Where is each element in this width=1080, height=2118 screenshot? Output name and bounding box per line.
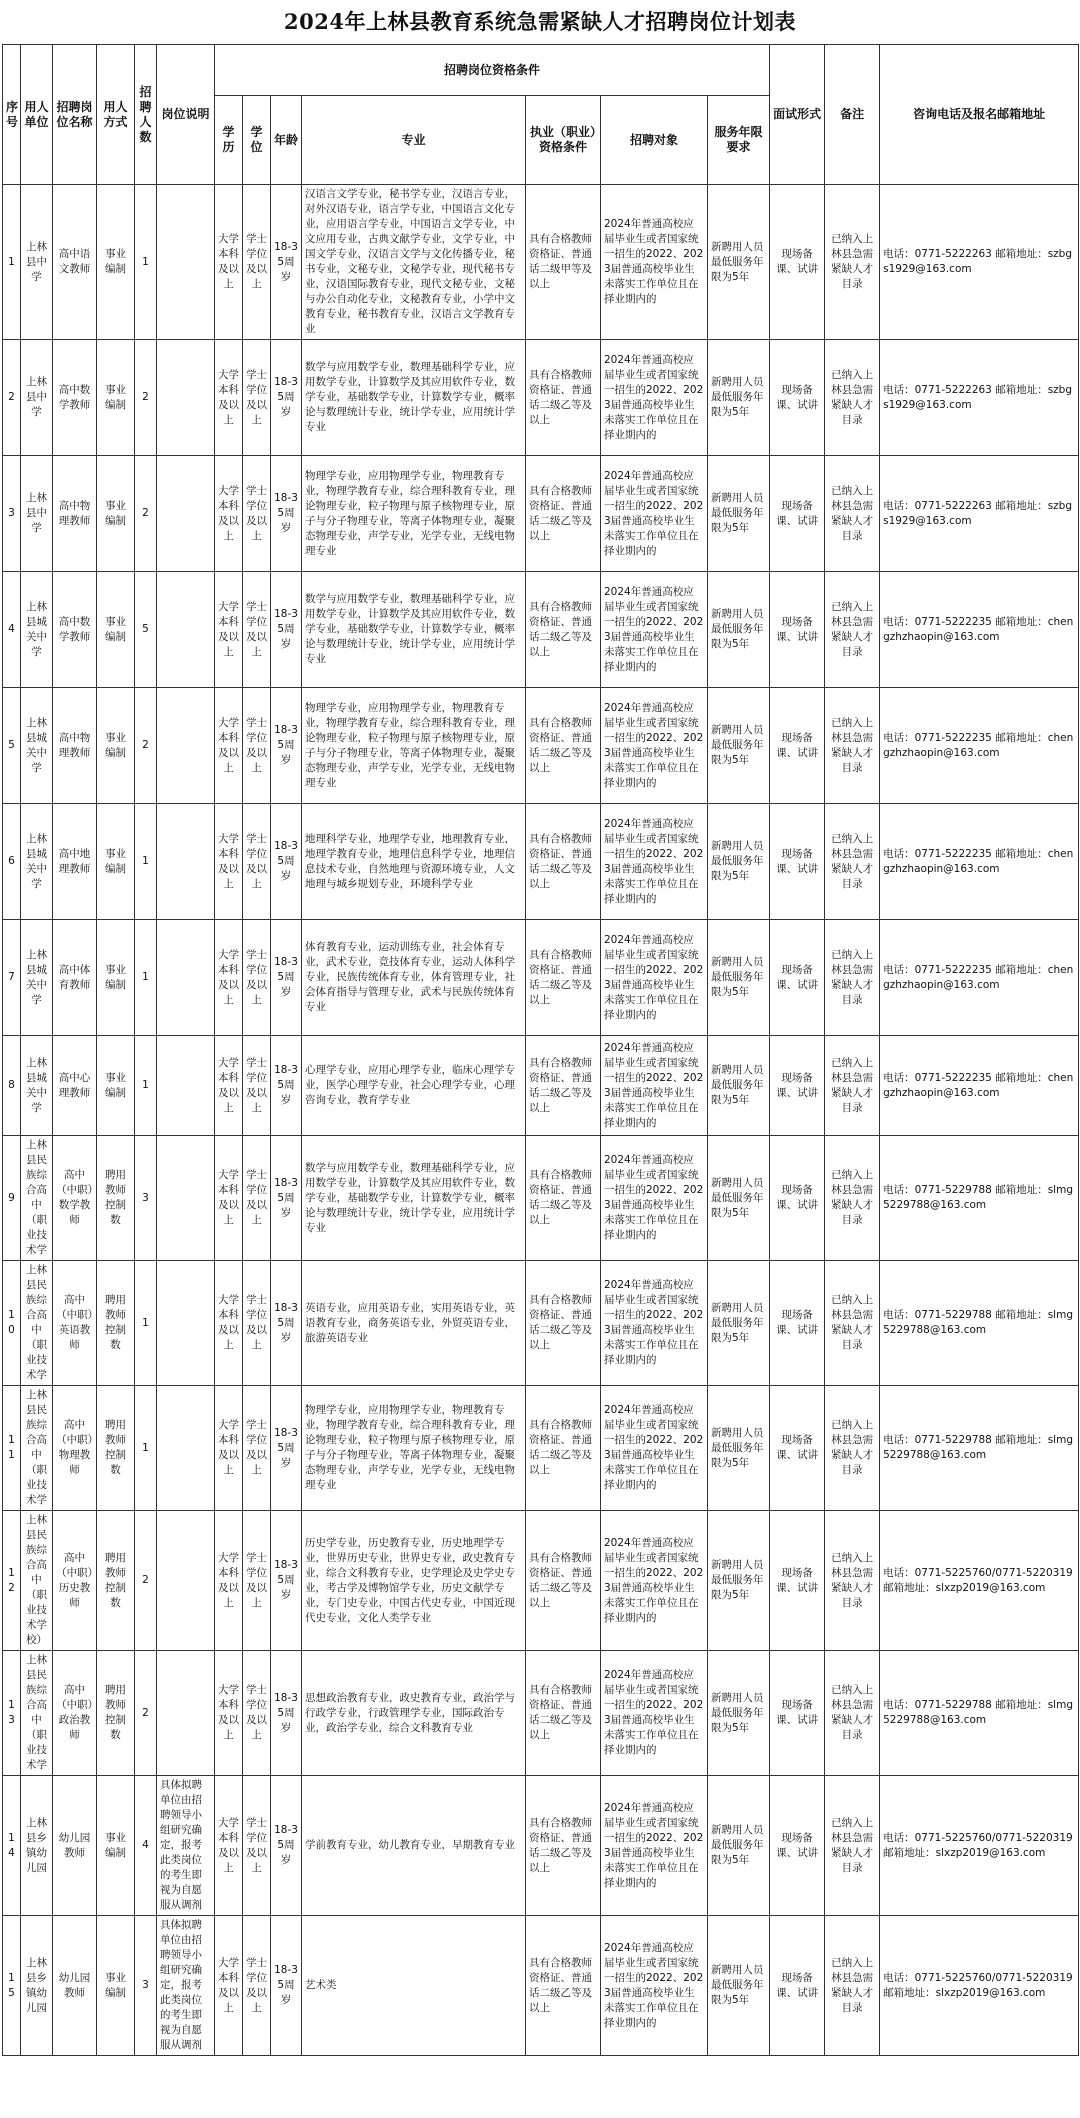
- cell-position: 幼儿园教师: [53, 1916, 97, 2056]
- cell-interview: 现场备课、试讲: [770, 1036, 825, 1136]
- cell-position: 高中物理教师: [53, 688, 97, 804]
- cell-unit: 上林县城关中学: [21, 804, 53, 920]
- cell-contact: 电话：0771-5222263 邮箱地址：szbgs1929@163.com: [880, 185, 1079, 340]
- cell-desc: [157, 1511, 215, 1651]
- header-education: 学历: [215, 96, 243, 185]
- cell-method: 事业编制: [97, 688, 135, 804]
- cell-position: 高中数学教师: [53, 340, 97, 456]
- cell-major: 数学与应用数学专业，数理基础科学专业，应用数学专业，计算数学及其应用软件专业，数学专业，基础数学专业，计算数学专业，概率论与数理统计专业，统计学专业，应用统计学专业: [302, 1136, 526, 1261]
- table-row: [3, 1511, 1079, 1651]
- cell-position: 高中（中职）物理教师: [53, 1386, 97, 1511]
- table-row: [3, 1036, 1079, 1136]
- cell-major: 艺术类: [302, 1916, 526, 2056]
- cell-age: 18-35周岁: [271, 1136, 302, 1261]
- cell-method: 聘用教师控制数: [97, 1136, 135, 1261]
- cell-degree: 学士学位及以上: [243, 1261, 271, 1386]
- cell-target: 2024年普通高校应届毕业生或者国家统一招生的2022、2023届普通高校毕业生未落实工作单位且在择业期内的: [601, 1261, 708, 1386]
- cell-desc: [157, 1036, 215, 1136]
- cell-method: 事业编制: [97, 185, 135, 340]
- cell-degree: 学士学位及以上: [243, 340, 271, 456]
- cell-method: 聘用教师控制数: [97, 1386, 135, 1511]
- cell-service: 新聘用人员最低服务年限为5年: [708, 340, 770, 456]
- cell-target: 2024年普通高校应届毕业生或者国家统一招生的2022、2023届普通高校毕业生未落实工作单位且在择业期内的: [601, 1511, 708, 1651]
- cell-position: 高中（中职）政治教师: [53, 1651, 97, 1776]
- cell-desc: 具体拟聘单位由招聘领导小组研究确定，报考此类岗位的考生即视为自愿服从调剂: [157, 1916, 215, 2056]
- cell-major: 地理科学专业，地理学专业，地理教育专业，地理学教育专业，地理信息科学专业，地理信息技术专业，自然地理与资源环境专业，人文地理与城乡规划专业，环境科学专业: [302, 804, 526, 920]
- cell-contact: 电话：0771-5225760/0771-5220319 邮箱地址：slxzp2019@163.com: [880, 1511, 1079, 1651]
- header-contact: 咨询电话及报名邮箱地址: [880, 45, 1079, 185]
- header-age: 年龄: [271, 96, 302, 185]
- cell-major: 历史学专业，历史教育专业，历史地理学专业，世界历史专业，世界史专业，政史教育专业，综合文科教育专业，史学理论及史学史专业，考古学及博物馆学专业，历史文献学专业，专门史专业，中国古代史专业，中国近现代史专业，文化人类学专业: [302, 1511, 526, 1651]
- cell-seq: 2: [3, 340, 21, 456]
- table-row: [3, 1261, 1079, 1386]
- cell-unit: 上林县城关中学: [21, 688, 53, 804]
- cell-unit: 上林县城关中学: [21, 1036, 53, 1136]
- cell-target: 2024年普通高校应届毕业生或者国家统一招生的2022、2023届普通高校毕业生未落实工作单位且在择业期内的: [601, 1916, 708, 2056]
- cell-service: 新聘用人员最低服务年限为5年: [708, 185, 770, 340]
- cell-contact: 电话：0771-5222235 邮箱地址：chengzhzhaopin@163.com: [880, 688, 1079, 804]
- cell-unit: 上林县乡镇幼儿园: [21, 1776, 53, 1916]
- cell-education: 大学本科及以上: [215, 1261, 243, 1386]
- header-count: 招聘人数: [135, 45, 157, 185]
- cell-service: 新聘用人员最低服务年限为5年: [708, 1036, 770, 1136]
- header-desc: 岗位说明: [157, 45, 215, 185]
- table-row: [3, 456, 1079, 572]
- cell-license: 具有合格教师资格证、普通话二级乙等及以上: [526, 1776, 601, 1916]
- cell-interview: 现场备课、试讲: [770, 804, 825, 920]
- cell-desc: [157, 1261, 215, 1386]
- cell-seq: 5: [3, 688, 21, 804]
- cell-interview: 现场备课、试讲: [770, 1776, 825, 1916]
- cell-method: 事业编制: [97, 920, 135, 1036]
- header-unit: 用人单位: [21, 45, 53, 185]
- cell-target: 2024年普通高校应届毕业生或者国家统一招生的2022、2023届普通高校毕业生未落实工作单位且在择业期内的: [601, 456, 708, 572]
- cell-remark: 已纳入上林县急需紧缺人才目录: [825, 1136, 880, 1261]
- cell-target: 2024年普通高校应届毕业生或者国家统一招生的2022、2023届普通高校毕业生未落实工作单位且在择业期内的: [601, 1651, 708, 1776]
- cell-desc: [157, 1386, 215, 1511]
- table-row: [3, 1386, 1079, 1511]
- cell-major: 物理学专业，应用物理学专业，物理教育专业，物理学教育专业，综合理科教育专业，理论物理专业，粒子物理与原子核物理专业，原子与分子物理专业，等离子体物理专业，凝聚态物理专业，声学专业，光学专业，无线电物理专业: [302, 688, 526, 804]
- cell-method: 聘用教师控制数: [97, 1511, 135, 1651]
- cell-count: 2: [135, 340, 157, 456]
- cell-remark: 已纳入上林县急需紧缺人才目录: [825, 185, 880, 340]
- cell-degree: 学士学位及以上: [243, 1776, 271, 1916]
- cell-count: 4: [135, 1776, 157, 1916]
- cell-contact: 电话：0771-5222263 邮箱地址：szbgs1929@163.com: [880, 456, 1079, 572]
- recruitment-table: [2, 44, 1079, 2056]
- cell-license: 具有合格教师资格证、普通话二级乙等及以上: [526, 920, 601, 1036]
- cell-education: 大学本科及以上: [215, 340, 243, 456]
- cell-degree: 学士学位及以上: [243, 572, 271, 688]
- cell-contact: 电话：0771-5229788 邮箱地址：slmg5229788@163.com: [880, 1136, 1079, 1261]
- cell-position: 高中地理教师: [53, 804, 97, 920]
- cell-remark: 已纳入上林县急需紧缺人才目录: [825, 1511, 880, 1651]
- table-row: [3, 688, 1079, 804]
- cell-unit: 上林县中学: [21, 340, 53, 456]
- cell-contact: 电话：0771-5225760/0771-5220319 邮箱地址：slxzp2019@163.com: [880, 1776, 1079, 1916]
- cell-education: 大学本科及以上: [215, 1036, 243, 1136]
- cell-unit: 上林县中学: [21, 456, 53, 572]
- cell-desc: [157, 1136, 215, 1261]
- header-license: 执业（职业）资格条件: [526, 96, 601, 185]
- cell-count: 2: [135, 456, 157, 572]
- cell-desc: [157, 1651, 215, 1776]
- cell-desc: 具体拟聘单位由招聘领导小组研究确定，报考此类岗位的考生即视为自愿服从调剂: [157, 1776, 215, 1916]
- cell-seq: 4: [3, 572, 21, 688]
- cell-unit: 上林县民族综合高中（职业技术学: [21, 1136, 53, 1261]
- cell-age: 18-35周岁: [271, 1386, 302, 1511]
- cell-position: 高中心理教师: [53, 1036, 97, 1136]
- cell-education: 大学本科及以上: [215, 1511, 243, 1651]
- table-row: [3, 1651, 1079, 1776]
- cell-target: 2024年普通高校应届毕业生或者国家统一招生的2022、2023届普通高校毕业生未落实工作单位且在择业期内的: [601, 1136, 708, 1261]
- cell-major: 汉语言文学专业，秘书学专业，汉语言专业，对外汉语专业，语言学专业，中国语言文化专业，应用语言学专业，中国语言文学专业，中文应用专业，古典文献学专业，文学专业，中国文学专业，汉语言文学与文化传播专业，秘书专业，文秘专业，文秘学专业，现代秘书专业，汉语国际教育专业，现代文秘专业，文秘与办公自动化专业，文秘教育专业，小学中文教育专业，秘书教育专业，汉语言文学教育专业: [302, 185, 526, 340]
- cell-service: 新聘用人员最低服务年限为5年: [708, 1651, 770, 1776]
- cell-seq: 15: [3, 1916, 21, 2056]
- cell-major: 心理学专业，应用心理学专业，临床心理学专业，医学心理学专业，社会心理学专业，心理咨询专业，教育学专业: [302, 1036, 526, 1136]
- cell-method: 事业编制: [97, 340, 135, 456]
- cell-contact: 电话：0771-5222235 邮箱地址：chengzhzhaopin@163.com: [880, 804, 1079, 920]
- cell-remark: 已纳入上林县急需紧缺人才目录: [825, 1776, 880, 1916]
- cell-contact: 电话：0771-5229788 邮箱地址：slmg5229788@163.com: [880, 1261, 1079, 1386]
- cell-license: 具有合格教师资格证、普通话二级乙等及以上: [526, 1651, 601, 1776]
- cell-target: 2024年普通高校应届毕业生或者国家统一招生的2022、2023届普通高校毕业生未落实工作单位且在择业期内的: [601, 804, 708, 920]
- cell-interview: 现场备课、试讲: [770, 1651, 825, 1776]
- cell-interview: 现场备课、试讲: [770, 456, 825, 572]
- table-row: [3, 1776, 1079, 1916]
- cell-interview: 现场备课、试讲: [770, 1916, 825, 2056]
- cell-education: 大学本科及以上: [215, 1386, 243, 1511]
- table-row: [3, 1136, 1079, 1261]
- cell-license: 具有合格教师资格证、普通话二级乙等及以上: [526, 688, 601, 804]
- cell-interview: 现场备课、试讲: [770, 572, 825, 688]
- cell-age: 18-35周岁: [271, 456, 302, 572]
- cell-education: 大学本科及以上: [215, 1916, 243, 2056]
- cell-degree: 学士学位及以上: [243, 688, 271, 804]
- table-row: [3, 340, 1079, 456]
- cell-position: 高中（中职）英语教师: [53, 1261, 97, 1386]
- cell-target: 2024年普通高校应届毕业生或者国家统一招生的2022、2023届普通高校毕业生未落实工作单位且在择业期内的: [601, 920, 708, 1036]
- cell-service: 新聘用人员最低服务年限为5年: [708, 1916, 770, 2056]
- cell-remark: 已纳入上林县急需紧缺人才目录: [825, 1036, 880, 1136]
- cell-desc: [157, 185, 215, 340]
- cell-age: 18-35周岁: [271, 572, 302, 688]
- table-row: [3, 804, 1079, 920]
- cell-license: 具有合格教师资格证、普通话二级乙等及以上: [526, 1136, 601, 1261]
- cell-degree: 学士学位及以上: [243, 1651, 271, 1776]
- cell-major: 数学与应用数学专业，数理基础科学专业，应用数学专业，计算数学及其应用软件专业，数学专业，基础数学专业，计算数学专业，概率论与数理统计专业，统计学专业，应用统计学专业: [302, 340, 526, 456]
- cell-contact: 电话：0771-5229788 邮箱地址：slmg5229788@163.com: [880, 1386, 1079, 1511]
- cell-target: 2024年普通高校应届毕业生或者国家统一招生的2022、2023届普通高校毕业生未落实工作单位且在择业期内的: [601, 572, 708, 688]
- cell-major: 思想政治教育专业，政史教育专业，政治学与行政学专业，行政管理学专业，国际政治专业，政治学专业，综合文科教育专业: [302, 1651, 526, 1776]
- cell-degree: 学士学位及以上: [243, 804, 271, 920]
- cell-remark: 已纳入上林县急需紧缺人才目录: [825, 1651, 880, 1776]
- cell-age: 18-35周岁: [271, 688, 302, 804]
- cell-degree: 学士学位及以上: [243, 1136, 271, 1261]
- cell-target: 2024年普通高校应届毕业生或者国家统一招生的2022、2023届普通高校毕业生未落实工作单位且在择业期内的: [601, 340, 708, 456]
- cell-seq: 3: [3, 456, 21, 572]
- cell-degree: 学士学位及以上: [243, 920, 271, 1036]
- cell-contact: 电话：0771-5222235 邮箱地址：chengzhzhaopin@163.com: [880, 1036, 1079, 1136]
- cell-service: 新聘用人员最低服务年限为5年: [708, 1386, 770, 1511]
- cell-license: 具有合格教师资格证、普通话二级乙等及以上: [526, 1386, 601, 1511]
- cell-method: 聘用教师控制数: [97, 1261, 135, 1386]
- cell-age: 18-35周岁: [271, 1916, 302, 2056]
- cell-seq: 11: [3, 1386, 21, 1511]
- cell-degree: 学士学位及以上: [243, 1916, 271, 2056]
- cell-service: 新聘用人员最低服务年限为5年: [708, 804, 770, 920]
- cell-interview: 现场备课、试讲: [770, 920, 825, 1036]
- cell-seq: 8: [3, 1036, 21, 1136]
- header-service: 服务年限要求: [708, 96, 770, 185]
- cell-count: 2: [135, 688, 157, 804]
- cell-age: 18-35周岁: [271, 1651, 302, 1776]
- cell-education: 大学本科及以上: [215, 1651, 243, 1776]
- cell-remark: 已纳入上林县急需紧缺人才目录: [825, 1916, 880, 2056]
- header-method: 用人方式: [97, 45, 135, 185]
- cell-license: 具有合格教师资格证、普通话二级乙等及以上: [526, 1261, 601, 1386]
- cell-position: 高中（中职）历史教师: [53, 1511, 97, 1651]
- cell-remark: 已纳入上林县急需紧缺人才目录: [825, 1261, 880, 1386]
- header-position: 招聘岗位名称: [53, 45, 97, 185]
- cell-education: 大学本科及以上: [215, 572, 243, 688]
- cell-unit: 上林县中学: [21, 185, 53, 340]
- cell-interview: 现场备课、试讲: [770, 1136, 825, 1261]
- cell-education: 大学本科及以上: [215, 920, 243, 1036]
- cell-remark: 已纳入上林县急需紧缺人才目录: [825, 688, 880, 804]
- table-row: [3, 185, 1079, 340]
- cell-count: 2: [135, 1651, 157, 1776]
- header-target: 招聘对象: [601, 96, 708, 185]
- cell-seq: 12: [3, 1511, 21, 1651]
- cell-service: 新聘用人员最低服务年限为5年: [708, 688, 770, 804]
- cell-method: 事业编制: [97, 572, 135, 688]
- cell-unit: 上林县城关中学: [21, 920, 53, 1036]
- cell-major: 英语专业，应用英语专业，实用英语专业，英语教育专业，商务英语专业，外贸英语专业，旅游英语专业: [302, 1261, 526, 1386]
- cell-age: 18-35周岁: [271, 804, 302, 920]
- cell-contact: 电话：0771-5222235 邮箱地址：chengzhzhaopin@163.com: [880, 572, 1079, 688]
- cell-count: 3: [135, 1136, 157, 1261]
- cell-degree: 学士学位及以上: [243, 185, 271, 340]
- cell-contact: 电话：0771-5225760/0771-5220319 邮箱地址：slxzp2019@163.com: [880, 1916, 1079, 2056]
- cell-method: 事业编制: [97, 456, 135, 572]
- cell-count: 3: [135, 1916, 157, 2056]
- cell-count: 1: [135, 185, 157, 340]
- cell-target: 2024年普通高校应届毕业生或者国家统一招生的2022、2023届普通高校毕业生未落实工作单位且在择业期内的: [601, 1036, 708, 1136]
- cell-count: 1: [135, 1386, 157, 1511]
- cell-license: 具有合格教师资格证、普通话二级乙等及以上: [526, 1511, 601, 1651]
- cell-position: 高中物理教师: [53, 456, 97, 572]
- cell-education: 大学本科及以上: [215, 456, 243, 572]
- cell-seq: 9: [3, 1136, 21, 1261]
- cell-license: 具有合格教师资格证、普通话二级甲等及以上: [526, 185, 601, 340]
- table-row: [3, 920, 1079, 1036]
- cell-method: 事业编制: [97, 1916, 135, 2056]
- cell-count: 5: [135, 572, 157, 688]
- cell-degree: 学士学位及以上: [243, 1036, 271, 1136]
- cell-remark: 已纳入上林县急需紧缺人才目录: [825, 1386, 880, 1511]
- cell-education: 大学本科及以上: [215, 1136, 243, 1261]
- cell-method: 事业编制: [97, 1036, 135, 1136]
- cell-target: 2024年普通高校应届毕业生或者国家统一招生的2022、2023届普通高校毕业生未落实工作单位且在择业期内的: [601, 1776, 708, 1916]
- cell-interview: 现场备课、试讲: [770, 340, 825, 456]
- cell-unit: 上林县城关中学: [21, 572, 53, 688]
- cell-seq: 6: [3, 804, 21, 920]
- cell-age: 18-35周岁: [271, 340, 302, 456]
- cell-license: 具有合格教师资格证、普通话二级乙等及以上: [526, 572, 601, 688]
- cell-remark: 已纳入上林县急需紧缺人才目录: [825, 920, 880, 1036]
- cell-service: 新聘用人员最低服务年限为5年: [708, 1261, 770, 1386]
- cell-target: 2024年普通高校应届毕业生或者国家统一招生的2022、2023届普通高校毕业生未落实工作单位且在择业期内的: [601, 1386, 708, 1511]
- cell-age: 18-35周岁: [271, 1776, 302, 1916]
- cell-remark: 已纳入上林县急需紧缺人才目录: [825, 804, 880, 920]
- cell-desc: [157, 920, 215, 1036]
- cell-license: 具有合格教师资格证、普通话二级乙等及以上: [526, 1916, 601, 2056]
- cell-education: 大学本科及以上: [215, 1776, 243, 1916]
- cell-count: 1: [135, 1036, 157, 1136]
- cell-position: 幼儿园教师: [53, 1776, 97, 1916]
- cell-service: 新聘用人员最低服务年限为5年: [708, 1776, 770, 1916]
- header-major: 专业: [302, 96, 526, 185]
- cell-service: 新聘用人员最低服务年限为5年: [708, 456, 770, 572]
- header-remark: 备注: [825, 45, 880, 185]
- header-qualification-group: 招聘岗位资格条件: [215, 45, 770, 96]
- cell-count: 1: [135, 804, 157, 920]
- cell-method: 事业编制: [97, 1776, 135, 1916]
- cell-license: 具有合格教师资格证、普通话二级乙等及以上: [526, 804, 601, 920]
- cell-seq: 14: [3, 1776, 21, 1916]
- cell-major: 体育教育专业，运动训练专业，社会体育专业，武术专业，竞技体育专业，运动人体科学专业，民族传统体育专业，体育管理专业，社会体育指导与管理专业，武术与民族传统体育专业: [302, 920, 526, 1036]
- cell-age: 18-35周岁: [271, 1261, 302, 1386]
- table-row: [3, 1916, 1079, 2056]
- cell-seq: 13: [3, 1651, 21, 1776]
- cell-degree: 学士学位及以上: [243, 1386, 271, 1511]
- cell-method: 事业编制: [97, 804, 135, 920]
- cell-service: 新聘用人员最低服务年限为5年: [708, 920, 770, 1036]
- cell-major: 学前教育专业，幼儿教育专业，早期教育专业: [302, 1776, 526, 1916]
- cell-remark: 已纳入上林县急需紧缺人才目录: [825, 340, 880, 456]
- cell-major: 物理学专业，应用物理学专业，物理教育专业，物理学教育专业，综合理科教育专业，理论物理专业，粒子物理与原子核物理专业，原子与分子物理专业，等离子体物理专业，凝聚态物理专业，声学专业，光学专业，无线电物理专业: [302, 1386, 526, 1511]
- table-row: [3, 572, 1079, 688]
- cell-license: 具有合格教师资格证、普通话二级乙等及以上: [526, 1036, 601, 1136]
- cell-seq: 7: [3, 920, 21, 1036]
- cell-degree: 学士学位及以上: [243, 1511, 271, 1651]
- cell-position: 高中（中职）数学教师: [53, 1136, 97, 1261]
- cell-desc: [157, 804, 215, 920]
- cell-age: 18-35周岁: [271, 920, 302, 1036]
- cell-desc: [157, 688, 215, 804]
- cell-unit: 上林县民族综合高中（职业技术学: [21, 1261, 53, 1386]
- header-degree: 学位: [243, 96, 271, 185]
- cell-service: 新聘用人员最低服务年限为5年: [708, 572, 770, 688]
- cell-contact: 电话：0771-5229788 邮箱地址：slmg5229788@163.com: [880, 1651, 1079, 1776]
- header-interview: 面试形式: [770, 45, 825, 185]
- cell-service: 新聘用人员最低服务年限为5年: [708, 1136, 770, 1261]
- cell-count: 1: [135, 920, 157, 1036]
- cell-desc: [157, 340, 215, 456]
- cell-target: 2024年普通高校应届毕业生或者国家统一招生的2022、2023届普通高校毕业生未落实工作单位且在择业期内的: [601, 688, 708, 804]
- cell-interview: 现场备课、试讲: [770, 1386, 825, 1511]
- cell-desc: [157, 572, 215, 688]
- cell-major: 数学与应用数学专业，数理基础科学专业，应用数学专业，计算数学及其应用软件专业，数学专业，基础数学专业，计算数学专业，概率论与数理统计专业，统计学专业，应用统计学专业: [302, 572, 526, 688]
- cell-desc: [157, 456, 215, 572]
- cell-unit: 上林县民族综合高中（职业技术学: [21, 1651, 53, 1776]
- cell-position: 高中语文教师: [53, 185, 97, 340]
- cell-position: 高中体育教师: [53, 920, 97, 1036]
- header-seq: 序号: [3, 45, 21, 185]
- cell-license: 具有合格教师资格证、普通话二级乙等及以上: [526, 456, 601, 572]
- cell-license: 具有合格教师资格证、普通话二级乙等及以上: [526, 340, 601, 456]
- cell-contact: 电话：0771-5222263 邮箱地址：szbgs1929@163.com: [880, 340, 1079, 456]
- cell-unit: 上林县乡镇幼儿园: [21, 1916, 53, 2056]
- cell-seq: 10: [3, 1261, 21, 1386]
- cell-count: 1: [135, 1261, 157, 1386]
- cell-major: 物理学专业，应用物理学专业，物理教育专业，物理学教育专业，综合理科教育专业，理论物理专业，粒子物理与原子核物理专业，原子与分子物理专业，等离子体物理专业，凝聚态物理专业，声学专业，光学专业，无线电物理专业: [302, 456, 526, 572]
- table-body: [3, 185, 1079, 2056]
- cell-degree: 学士学位及以上: [243, 456, 271, 572]
- cell-count: 2: [135, 1511, 157, 1651]
- cell-interview: 现场备课、试讲: [770, 185, 825, 340]
- cell-age: 18-35周岁: [271, 1511, 302, 1651]
- cell-contact: 电话：0771-5222235 邮箱地址：chengzhzhaopin@163.com: [880, 920, 1079, 1036]
- cell-education: 大学本科及以上: [215, 688, 243, 804]
- cell-remark: 已纳入上林县急需紧缺人才目录: [825, 572, 880, 688]
- cell-target: 2024年普通高校应届毕业生或者国家统一招生的2022、2023届普通高校毕业生未落实工作单位且在择业期内的: [601, 185, 708, 340]
- cell-unit: 上林县民族综合高中（职业技术学: [21, 1386, 53, 1511]
- cell-interview: 现场备课、试讲: [770, 1511, 825, 1651]
- cell-seq: 1: [3, 185, 21, 340]
- cell-remark: 已纳入上林县急需紧缺人才目录: [825, 456, 880, 572]
- cell-interview: 现场备课、试讲: [770, 1261, 825, 1386]
- cell-position: 高中数学教师: [53, 572, 97, 688]
- cell-unit: 上林县民族综合高中（职业技术学校）: [21, 1511, 53, 1651]
- cell-method: 聘用教师控制数: [97, 1651, 135, 1776]
- cell-education: 大学本科及以上: [215, 185, 243, 340]
- cell-service: 新聘用人员最低服务年限为5年: [708, 1511, 770, 1651]
- cell-education: 大学本科及以上: [215, 804, 243, 920]
- cell-age: 18-35周岁: [271, 185, 302, 340]
- cell-age: 18-35周岁: [271, 1036, 302, 1136]
- cell-interview: 现场备课、试讲: [770, 688, 825, 804]
- page-title: 2024年上林县教育系统急需紧缺人才招聘岗位计划表: [284, 9, 796, 34]
